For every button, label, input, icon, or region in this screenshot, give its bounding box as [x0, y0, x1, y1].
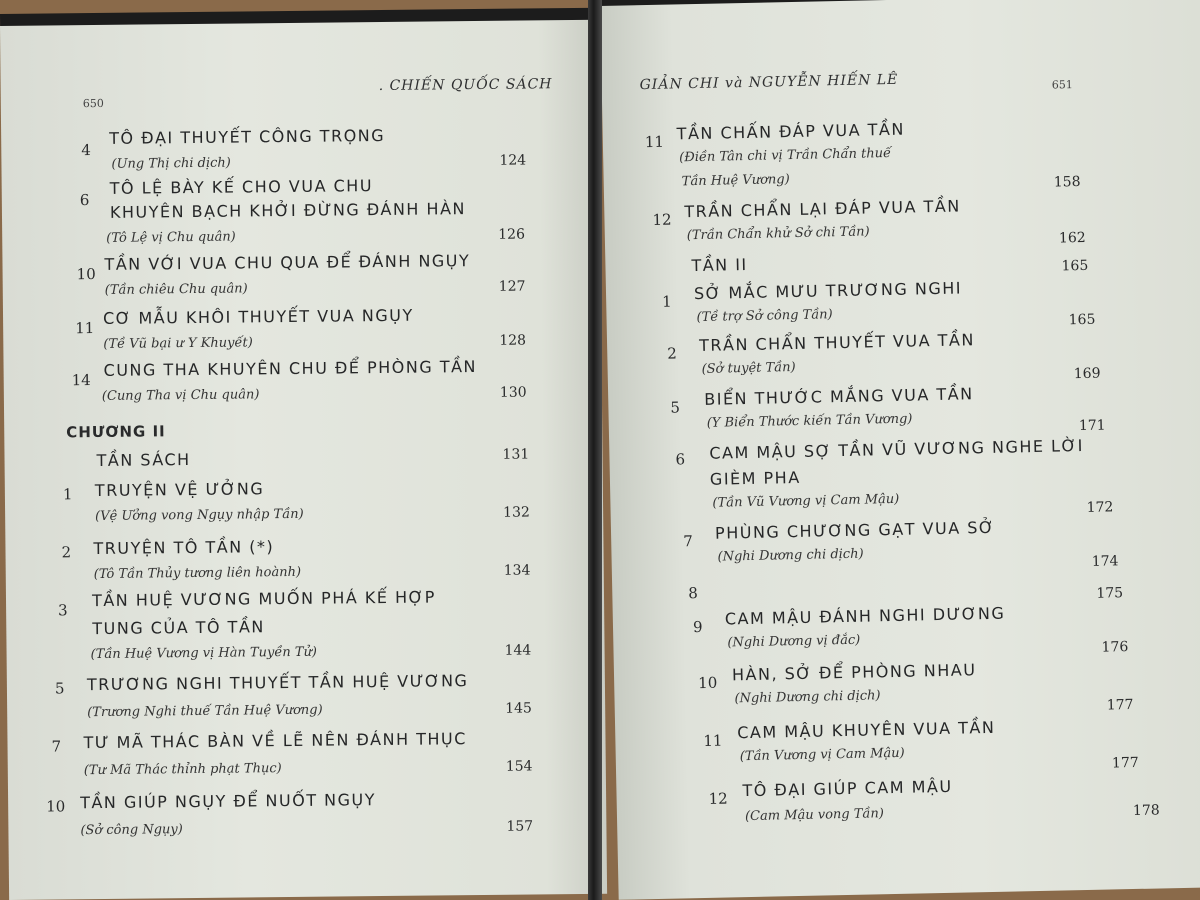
- entry-page: 177: [1111, 754, 1139, 772]
- entry-title-continued: GIÈM PHA: [709, 467, 801, 489]
- entry-number: 5: [54, 679, 65, 698]
- entry-subtitle: (Vệ Ưởng vong Ngụy nhập Tần): [95, 506, 304, 525]
- entry-page: 130: [499, 384, 527, 401]
- entry-subtitle: (Tần Huệ Vương vị Hàn Tuyền Tử): [90, 644, 318, 663]
- entry-title: CAM MẬU KHUYÊN VUA TẦN: [737, 717, 996, 743]
- entry-title: TRƯƠNG NGHI THUYẾT TẦN HUỆ VƯƠNG: [86, 671, 469, 695]
- entry-subtitle: (Tô Tần Thủy tương liên hoành): [93, 564, 302, 583]
- entry-subtitle: (Sở tuyệt Tần): [701, 359, 796, 377]
- entry-number: 11: [703, 731, 723, 750]
- entry-page: 126: [498, 226, 526, 243]
- entry-page: 178: [1132, 802, 1160, 820]
- entry-title: CƠ MẪU KHÔI THUYẾT VUA NGỤY: [102, 305, 414, 328]
- entry-page: 175: [1096, 585, 1124, 602]
- entry-page: 154: [505, 758, 533, 775]
- entry-number: 10: [76, 265, 96, 284]
- entry-number: 5: [670, 398, 681, 417]
- entry-subtitle: (Nghi Dương vị đắc): [727, 632, 861, 651]
- entry-title: TRUYỆN VỆ ƯỞNG: [94, 479, 265, 501]
- entry-subtitle: (Sở công Ngụy): [80, 822, 183, 839]
- entry-title: TÔ ĐẠI THUYẾT CÔNG TRỌNG: [109, 125, 386, 148]
- entry-title: TRUYỆN TÔ TẦN (*): [93, 537, 275, 559]
- entry-title: TÔ LỆ BÀY KẾ CHO VUA CHU: [109, 176, 374, 198]
- entry-page: 172: [1086, 499, 1114, 516]
- running-header: . CHIẾN QUỐC SÁCH: [378, 76, 553, 95]
- entry-number: 12: [708, 789, 728, 808]
- entry-number: 1: [662, 292, 672, 311]
- running-header: GIẢN CHI và NGUYỄN HIẾN LÊ: [639, 71, 899, 94]
- entry-number: 12: [652, 210, 672, 229]
- entry-title: TẦN HUỆ VƯƠNG MUỐN PHÁ KẾ HỢP: [91, 587, 436, 611]
- entry-subtitle-continued: Tần Huệ Vương): [681, 172, 790, 190]
- entry-number: 10: [46, 797, 66, 816]
- entry-title: TẦN GIÚP NGỤY ĐỂ NUỐT NGỤY: [80, 790, 377, 813]
- entry-page: 128: [499, 332, 527, 349]
- entry-subtitle: (Nghi Dương chi dịch): [734, 688, 881, 707]
- entry-subtitle: (Ung Thị chi dịch): [111, 155, 231, 172]
- entry-number: 2: [61, 543, 72, 562]
- entry-page: 177: [1106, 696, 1134, 714]
- entry-title: HÀN, SỞ ĐỂ PHÒNG NHAU: [731, 660, 977, 685]
- entry-subtitle: (Tần Vũ Vương vị Cam Mậu): [712, 491, 900, 511]
- entry-subtitle: (Nghi Dương chi dịch): [717, 546, 864, 565]
- entry-subtitle: (Tề Vũ bại ư Y Khuyết): [103, 335, 253, 352]
- page-number: 650: [82, 96, 104, 111]
- entry-number: 7: [51, 737, 62, 756]
- entry-number: 8: [688, 584, 699, 603]
- entry-number: 7: [683, 532, 693, 551]
- entry-page: 145: [505, 700, 532, 717]
- book-gutter: [588, 0, 602, 900]
- entry-subtitle: (Trương Nghi thuế Tần Huệ Vương): [87, 702, 323, 721]
- entry-title: CAM MẬU SỢ TẦN VŨ VƯƠNG NGHE LỜI: [709, 435, 1085, 463]
- entry-title: TẦN VỚI VUA CHU QUA ĐỂ ĐÁNH NGỤY: [104, 251, 471, 274]
- entry-subtitle: (Tần chiêu Chu quân): [104, 281, 248, 298]
- entry-page: 169: [1073, 365, 1101, 383]
- entry-title: SỞ MẮC MƯU TRƯƠNG NGHI: [693, 278, 963, 304]
- entry-page: 171: [1078, 417, 1106, 435]
- entry-subtitle: (Trần Chẩn khử Sở chi Tần): [686, 224, 870, 244]
- entry-subtitle: (Tư Mã Thác thỉnh phạt Thục): [83, 761, 282, 779]
- entry-title: TƯ MÃ THÁC BÀN VỀ LẼ NÊN ĐÁNH THỤC: [83, 729, 467, 753]
- entry-number: 11: [75, 319, 95, 338]
- entry-subtitle: (Tô Lệ vị Chu quân): [106, 229, 236, 246]
- entry-number: 10: [698, 673, 718, 693]
- chapter-heading: CHƯƠNG II: [66, 422, 166, 442]
- entry-title-continued: TUNG CỦA TÔ TẦN: [92, 617, 265, 639]
- entry-number: 9: [692, 617, 703, 637]
- entry-subtitle: (Tần Vương vị Cam Mậu): [739, 745, 905, 765]
- entry-page: 158: [1053, 173, 1081, 191]
- entry-number: 11: [644, 132, 665, 152]
- section-page: 131: [502, 446, 530, 463]
- entry-page: 162: [1058, 229, 1086, 247]
- entry-page: 127: [498, 278, 526, 295]
- entry-page: 174: [1091, 553, 1119, 570]
- entry-title: CUNG THA KHUYÊN CHU ĐỂ PHÒNG TẦN: [103, 357, 478, 380]
- entry-title: TRẦN CHẨN LẠI ĐÁP VUA TẦN: [684, 196, 961, 222]
- page-number: 651: [1051, 78, 1073, 92]
- entry-page: 134: [503, 562, 531, 579]
- section-heading: TẦN II: [691, 254, 748, 276]
- entry-title: TÔ ĐẠI GIÚP CAM MẬU: [742, 776, 953, 801]
- entry-page: 132: [503, 504, 530, 521]
- entry-number: 4: [81, 141, 91, 160]
- entry-subtitle: (Cung Tha vị Chu quân): [101, 387, 260, 404]
- entry-number: 3: [58, 601, 68, 620]
- entry-title: PHÙNG CHƯƠNG GẠT VUA SỞ: [714, 517, 996, 543]
- section-page: 165: [1061, 257, 1089, 275]
- entry-page: 176: [1101, 639, 1129, 656]
- entry-subtitle: (Y Biển Thước kiến Tần Vương): [706, 411, 913, 431]
- entry-title: BIỂN THƯỚC MẮNG VUA TẦN: [704, 384, 974, 409]
- entry-subtitle: (Điền Tân chi vị Trần Chẩn thuế: [679, 145, 892, 166]
- right-page: [600, 0, 1200, 900]
- entry-page: 157: [506, 818, 534, 835]
- entry-number: 14: [71, 371, 91, 390]
- entry-title: CAM MẬU ĐÁNH NGHI DƯƠNG: [724, 603, 1006, 629]
- entry-page: 124: [499, 152, 527, 169]
- entry-page: 165: [1068, 311, 1096, 329]
- entry-number: 1: [62, 485, 73, 504]
- entry-subtitle: (Cam Mậu vong Tần): [744, 806, 885, 825]
- entry-subtitle: (Tề trợ Sở công Tần): [696, 307, 833, 326]
- entry-page: 144: [504, 642, 532, 659]
- entry-title: TẦN CHẤN ĐÁP VUA TẦN: [676, 119, 906, 144]
- entry-number: 6: [675, 450, 686, 469]
- section-heading: TẦN SÁCH: [96, 450, 191, 471]
- left-page: [0, 20, 607, 900]
- entry-number: 2: [667, 344, 678, 363]
- entry-number: 6: [79, 191, 90, 210]
- entry-title-continued: KHUYÊN BẠCH KHỞI ĐỪNG ĐÁNH HÀN: [109, 199, 467, 222]
- entry-title: TRẦN CHẨN THUYẾT VUA TẦN: [698, 330, 976, 355]
